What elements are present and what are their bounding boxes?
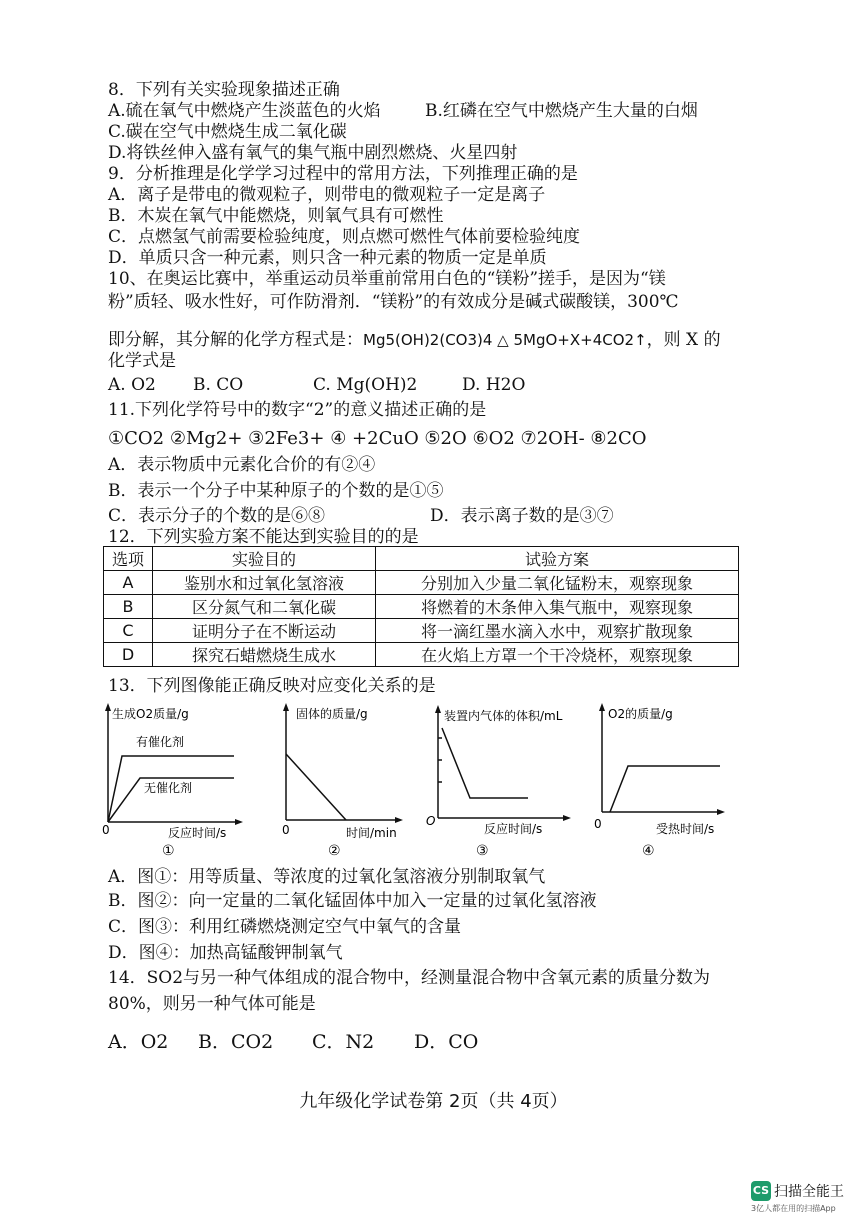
q12-cell: D	[104, 643, 153, 667]
q10-line3b: ，则 X 的	[646, 330, 721, 350]
q11-option-b: B．表示一个分子中某种原子的个数的是①⑤	[108, 481, 444, 501]
graph-2-origin: 0	[282, 823, 290, 837]
q10-line3	[108, 330, 721, 351]
cs-logo-icon: CS	[751, 1181, 771, 1201]
q12-cell: 鉴别水和过氧化氢溶液	[153, 571, 376, 595]
graph-3-xlabel: 反应时间/s	[484, 822, 543, 836]
graph-4-origin: 0	[594, 817, 602, 831]
q8-stem: 8．下列有关实验现象描述正确	[108, 80, 340, 100]
q9-option-b: B．木炭在氧气中能燃烧，则氧气具有可燃性	[108, 206, 444, 226]
graph-4-xlabel: 受热时间/s	[656, 822, 715, 836]
graph-1-origin: 0	[102, 823, 110, 837]
graph-3-origin: O	[426, 814, 436, 828]
q12-cell: A	[104, 571, 153, 595]
q10-option-a: A. O2	[108, 375, 156, 395]
q9-stem: 9．分析推理是化学学习过程中的常用方法，下列推理正确的是	[108, 164, 578, 184]
q10-option-c: C. Mg(OH)2	[313, 375, 418, 395]
q12-cell: 将燃着的木条伸入集气瓶中，观察现象	[376, 595, 739, 619]
q13-stem: 13．下列图像能正确反映对应变化关系的是	[108, 676, 436, 696]
graph-3	[426, 700, 586, 860]
graph-1-ylabel: 生成O2质量/g	[112, 707, 189, 721]
q12-cell: 将一滴红墨水滴入水中，观察扩散现象	[376, 619, 739, 643]
q8-option-b: B.红磷在空气中燃烧产生大量的白烟	[425, 101, 698, 121]
q10-line4: 化学式是	[108, 351, 176, 371]
q14-line1: 14．SO2与另一种气体组成的混合物中，经测量混合物中含氧元素的质量分数为	[108, 968, 711, 988]
graph-3-ylabel: 装置内气体的体积/mL	[444, 709, 563, 723]
q11-option-d: D．表示离子数的是③⑦	[430, 506, 614, 526]
q12-stem: 12．下列实验方案不能达到实验目的的是	[108, 527, 419, 547]
graph-4-ylabel: O2的质量/g	[608, 707, 673, 721]
q14-option-b: B．CO2	[198, 1031, 274, 1053]
q10-option-d: D. H2O	[462, 375, 526, 395]
graph-1	[98, 700, 248, 860]
q13-option-a: A．图①：用等质量、等浓度的过氧化氢溶液分别制取氧气	[108, 867, 546, 887]
graph-4	[590, 700, 740, 860]
q12-cell: C	[104, 619, 153, 643]
graph-4-num: ④	[642, 843, 655, 859]
q11-option-c: C．表示分子的个数的是⑥⑧	[108, 506, 326, 526]
q8-option-d: D.将铁丝伸入盛有氧气的集气瓶中剧烈燃烧、火星四射	[108, 143, 518, 163]
q14-line2: 80%，则另一种气体可能是	[108, 994, 316, 1014]
q10-formula: Mg5(OH)2(CO3)4 △ 5MgO+X+4CO2↑	[363, 331, 647, 349]
table-row	[104, 571, 739, 595]
graph-1-label-nocatalyst: 无催化剂	[144, 781, 193, 795]
q12-table	[103, 546, 739, 667]
q10-line3a: 即分解，其分解的化学方程式是：	[108, 330, 363, 350]
q9-option-a: A．离子是带电的微观粒子，则带电的微观粒子一定是离子	[108, 185, 546, 205]
page-footer: 九年级化学试卷第 2页（共 4页）	[299, 1091, 568, 1112]
graph-1-label-catalyst: 有催化剂	[136, 735, 185, 749]
q13-option-b: B．图②：向一定量的二氧化锰固体中加入一定量的过氧化氢溶液	[108, 891, 597, 911]
q13-option-d: D．图④：加热高锰酸钾制氧气	[108, 943, 343, 963]
q12-header-plan: 试验方案	[376, 547, 739, 571]
q12-header-option: 选项	[104, 547, 153, 571]
scanner-watermark	[751, 1180, 844, 1214]
table-row	[104, 595, 739, 619]
graph-2-num: ②	[328, 843, 341, 859]
graph-2	[276, 700, 416, 860]
q12-header-row	[104, 547, 739, 571]
graph-3-num: ③	[476, 843, 489, 859]
q14-option-a: A．O2	[108, 1031, 169, 1053]
graph-2-ylabel: 固体的质量/g	[296, 707, 368, 721]
q10-line2: 粉”质轻、吸水性好，可作防滑剂．“镁粉”的有效成分是碱式碳酸镁，300℃	[108, 292, 679, 312]
q14-option-d: D．CO	[414, 1031, 479, 1053]
q12-cell: 分别加入少量二氧化锰粉末，观察现象	[376, 571, 739, 595]
q11-symbols: ①CO2 ②Mg2+ ③2Fe3+ ④ +2CuO ⑤2O ⑥O2 ⑦2OH- ⑧2CO	[108, 428, 647, 449]
graph-1-xlabel: 反应时间/s	[168, 826, 227, 840]
q11-stem: 11.下列化学符号中的数字“2”的意义描述正确的是	[108, 400, 487, 420]
q9-option-d: D．单质只含一种元素，则只含一种元素的物质一定是单质	[108, 248, 547, 268]
table-row	[104, 643, 739, 667]
table-row	[104, 619, 739, 643]
q12-cell: 在火焰上方罩一个干冷烧杯，观察现象	[376, 643, 739, 667]
graph-2-xlabel: 时间/min	[346, 826, 397, 840]
q9-option-c: C．点燃氢气前需要检验纯度，则点燃可燃性气体前要检验纯度	[108, 227, 581, 247]
q14-option-c: C．N2	[312, 1031, 375, 1053]
q12-header-purpose: 实验目的	[153, 547, 376, 571]
q8-option-a: A.硫在氧气中燃烧产生淡蓝色的火焰	[108, 101, 381, 121]
q10-option-b: B. CO	[193, 375, 244, 395]
graph-1-num: ①	[162, 843, 175, 859]
q8-option-c: C.碳在空气中燃烧生成二氧化碳	[108, 122, 347, 142]
q12-cell: 探究石蜡燃烧生成水	[153, 643, 376, 667]
q10-line1: 10、在奥运比赛中，举重运动员举重前常用白色的“镁粉”搓手，是因为“镁	[108, 269, 666, 289]
q12-cell: B	[104, 595, 153, 619]
q12-cell: 区分氮气和二氧化碳	[153, 595, 376, 619]
q13-option-c: C．图③：利用红磷燃烧测定空气中氧气的含量	[108, 917, 462, 937]
brand-subtitle: 3亿人都在用的扫描App	[751, 1203, 836, 1213]
q11-option-a: A．表示物质中元素化合价的有②④	[108, 455, 376, 475]
brand-name: 扫描全能王	[774, 1183, 844, 1200]
q12-cell: 证明分子在不断运动	[153, 619, 376, 643]
